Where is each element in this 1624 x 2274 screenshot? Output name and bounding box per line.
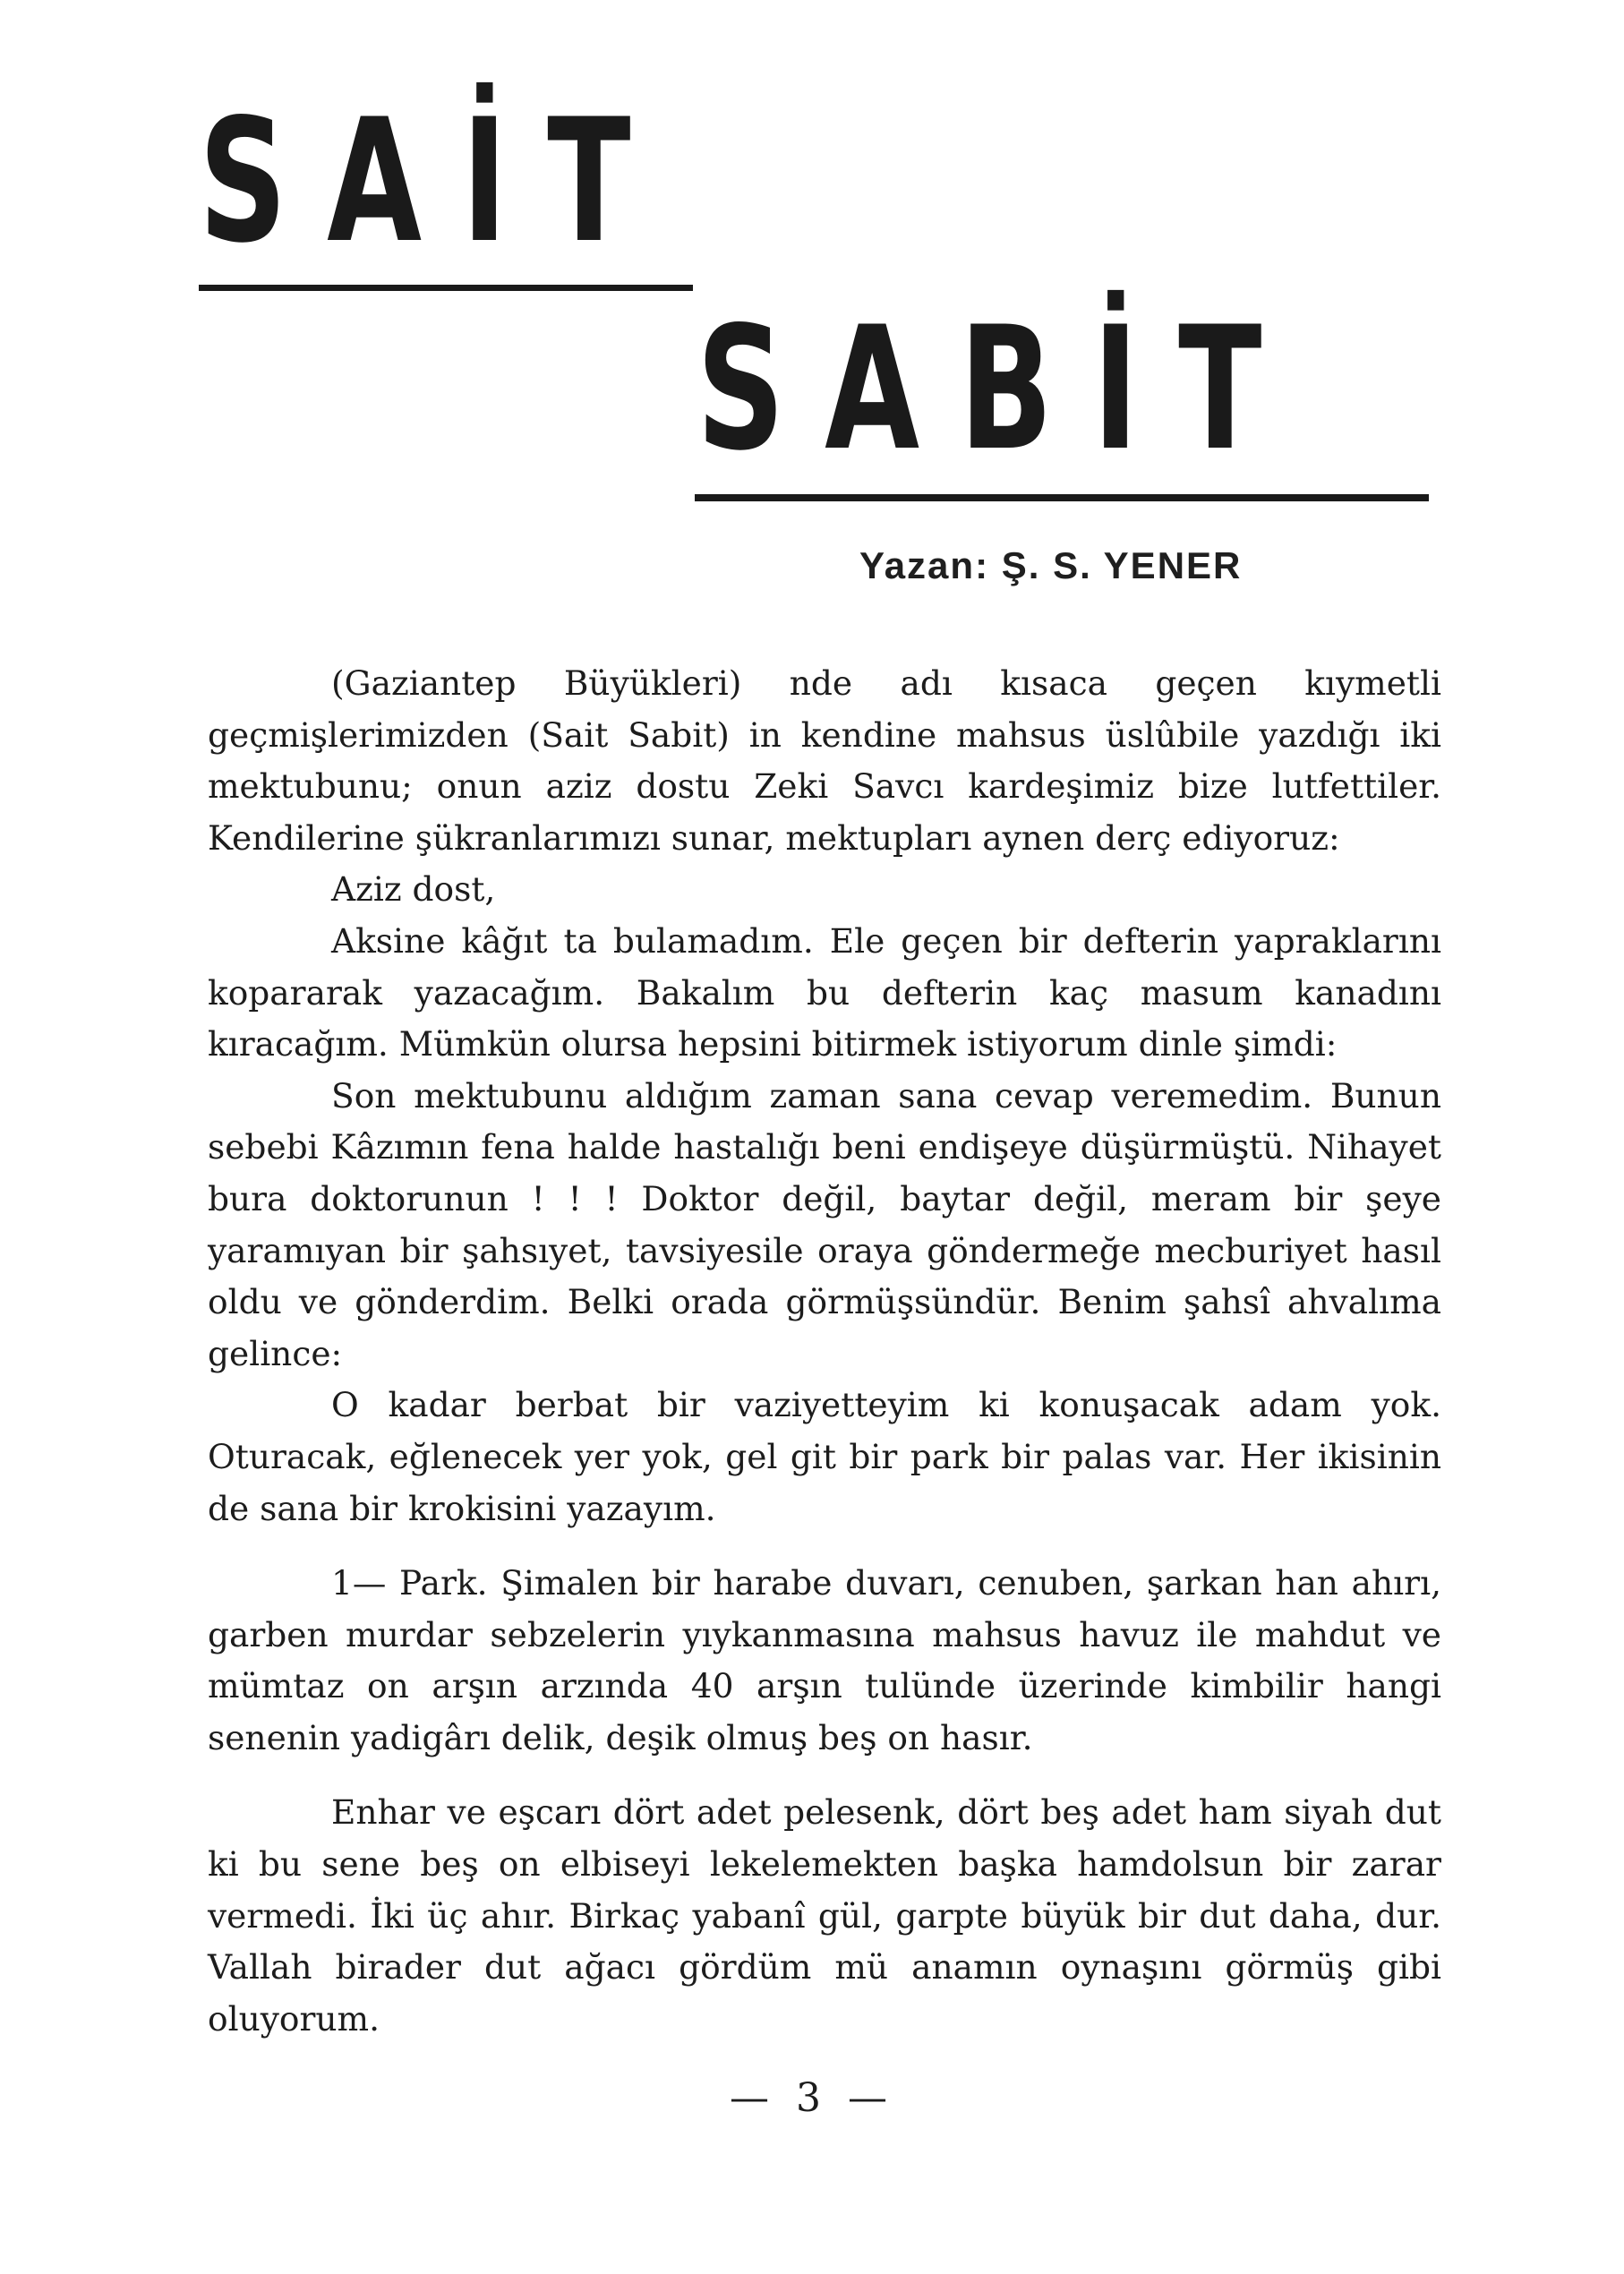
title-line-1: SAİT <box>199 82 671 280</box>
article-body <box>208 658 1441 2045</box>
paragraph-intro: (Gaziantep Büyükleri) nde adı kısaca geçen kıymetli geçmişlerimizden (Sait Sabit) in kendine mahsus üslûbile yazdığı iki mektubunu; onun aziz dostu Zeki Savcı kardeşimiz bize lutfettiler. Kendilerine şükranlarımızı sunar, mektupları aynen derç ediyoruz: <box>208 663 1441 858</box>
paragraph-letter-1: Aksine kâğıt ta bulamadım. Ele geçen bir defterin yapraklarını kopararak yazacağım. Bakalım bu defterin kaç masum kanadını kıracağım. Mümkün olursa hepsini bitirmek istiyorum dinle şimdi: <box>208 920 1441 1064</box>
paragraph-salutation: Aziz dost, <box>331 869 496 910</box>
page-number: — 3 — <box>730 2075 894 2121</box>
title-underline-1 <box>199 285 693 291</box>
paragraph-letter-3: O kadar berbat bir vaziyetteyim ki konuşacak adam yok. Oturacak, eğlenecek yer yok, gel git bir park bir palas var. Her ikisinin de sana bir krokisini yazayım. <box>208 1385 1441 1528</box>
title-line-2: SABİT <box>697 290 1303 488</box>
paragraph-trees: Enhar ve eşcarı dört adet pelesenk, dört beş adet ham siyah dut ki bu sene beş on elbiseyi lekelemekten başka hamdolsun bir zarar vermedi. İki üç ahır. Birkaç yabanî gül, garpte büyük bir dut daha, dur. Vallah birader dut ağacı gördüm mü anamın oynaşını görmüş gibi oluyorum. <box>208 1792 1441 2039</box>
author-byline: Yazan: Ş. S. YENER <box>859 544 1243 586</box>
title-underline-2 <box>695 494 1429 501</box>
paragraph-park: 1— Park. Şimalen bir harabe duvarı, cenuben, şarkan han ahırı, garben murdar sebzelerin yıykanmasına mahsus havuz ile mahdut ve mümtaz on arşın arzında 40 arşın tulünde üzerinde kimbilir hangi senenin yadigârı delik, deşik olmuş beş on hasır. <box>208 1563 1441 1757</box>
paragraph-letter-2: Son mektubunu aldığım zaman sana cevap veremedim. Bunun sebebi Kâzımın fena halde hastalığı beni endişeye düşürmüştü. Nihayet bura doktorunun ! ! ! Doktor değil, baytar değil, meram bir şeye yaramıyan bir şahsıyet, tavsiyesile oraya göndermeğe mecburiyet hasıl oldu ve gönderdim. Belki orada görmüşsündür. Benim şahsî ahvalıma gelince: <box>208 1075 1441 1373</box>
